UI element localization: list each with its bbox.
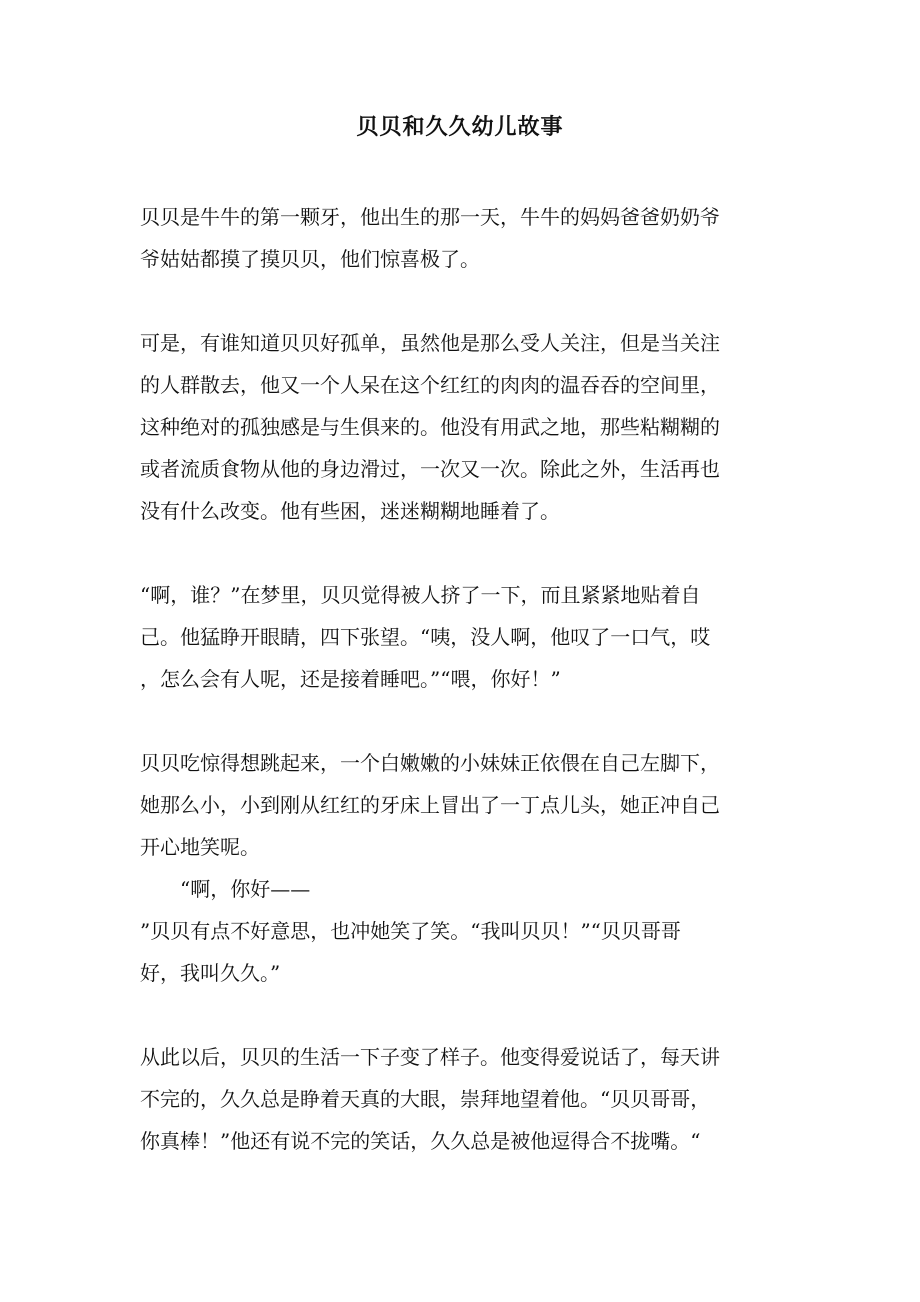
text-line: 不完的，久久总是睁着天真的大眼，崇拜地望着他。“贝贝哥哥，: [140, 1087, 711, 1111]
text-line: 这种绝对的孤独感是与生俱来的。他没有用武之地，那些粘糊糊的: [140, 415, 720, 439]
text-line: 己。他猛睁开眼睛，四下张望。“咦，没人啊，他叹了一口气，哎: [140, 625, 711, 649]
text-line: 开心地笑呢。: [140, 835, 260, 859]
paragraph-1: [140, 196, 775, 280]
text-line: 没有什么改变。他有些困，迷迷糊糊地睡着了。: [140, 499, 560, 523]
text-line: 她那么小，小到刚从红红的牙床上冒出了一丁点儿头，她正冲自己: [140, 793, 720, 817]
text-line: 从此以后，贝贝的生活一下子变了样子。他变得爱说话了，每天讲: [140, 1045, 720, 1069]
text-line: 的人群散去，他又一个人呆在这个红红的肉肉的温吞吞的空间里，: [140, 373, 720, 397]
text-line: 或者流质食物从他的身边滑过，一次又一次。除此之外，生活再也: [140, 457, 720, 481]
text-line: “啊，谁？”在梦里，贝贝觉得被人挤了一下，而且紧紧地贴着自: [140, 583, 701, 607]
text-line: 可是，有谁知道贝贝好孤单，虽然他是那么受人关注，但是当关注: [140, 331, 720, 355]
text-line: 贝贝是牛牛的第一颗牙，他出生的那一天，牛牛的妈妈爸爸奶奶爷: [140, 205, 720, 229]
text-line: 你真棒！”他还有说不完的笑话，久久总是被他逗得合不拢嘴。“: [140, 1129, 701, 1153]
paragraph-5: [140, 1036, 775, 1162]
text-line: ”贝贝有点不好意思，也冲她笑了笑。“我叫贝贝！”“贝贝哥哥: [140, 919, 681, 943]
text-line: 爷姑姑都摸了摸贝贝，他们惊喜极了。: [140, 247, 480, 271]
paragraph-4: [140, 742, 775, 994]
paragraph-3: [140, 574, 775, 700]
paragraph-2: [140, 322, 775, 532]
text-line: 好，我叫久久。”: [140, 961, 281, 985]
text-line: “啊，你好——: [140, 877, 311, 901]
text-line: ，怎么会有人呢，还是接着睡吧。”“喂，你好！”: [140, 667, 561, 691]
document-title: 贝贝和久久幼儿故事: [356, 114, 564, 140]
text-line: 贝贝吃惊得想跳起来，一个白嫩嫩的小妹妹正依偎在自己左脚下，: [140, 751, 720, 775]
